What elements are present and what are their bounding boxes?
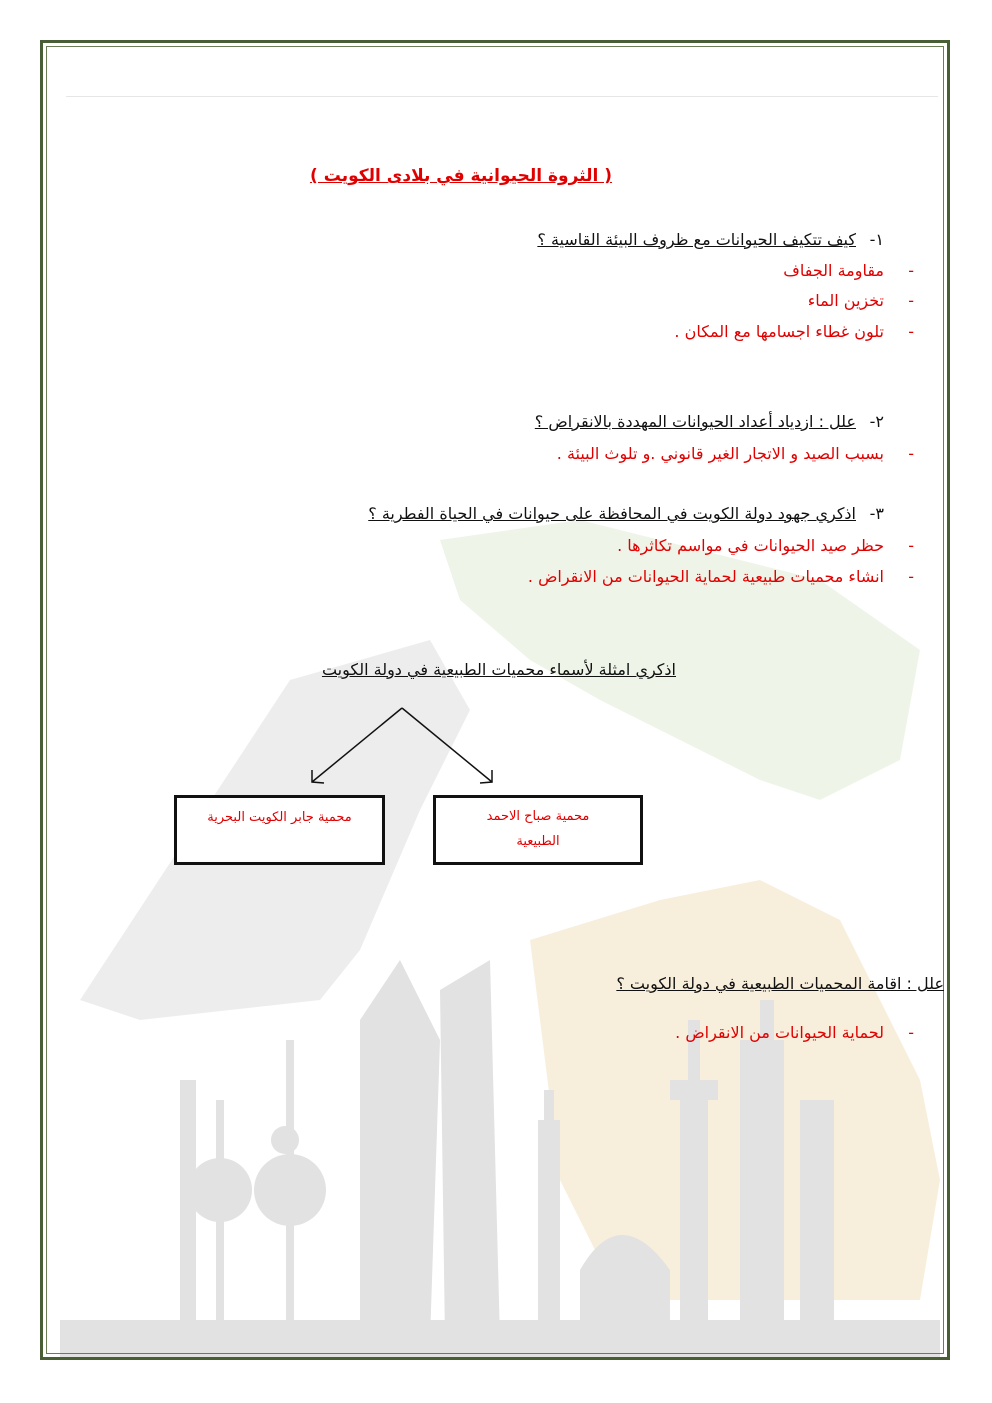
bullet-dash: - (908, 261, 914, 280)
page-title: ( الثروة الحيوانية في بلادى الكويت ) (310, 166, 612, 186)
question-text: علل : اقامة المحميات الطبيعية في دولة الكويت ؟ (616, 974, 944, 993)
bullet-dash: - (908, 1023, 914, 1042)
arrow-right (402, 708, 492, 782)
answer-text: تخزين الماء (807, 291, 884, 310)
arrow-left (312, 708, 402, 782)
question-number: ١- (869, 230, 884, 249)
answer-text: لحماية الحيوانات من الانقراض . (675, 1023, 884, 1042)
reserve-box-jaber (174, 795, 385, 865)
answer-item (674, 322, 914, 341)
question-text: اذكري جهود دولة الكويت في المحافظة على حيوانات في الحياة الفطرية ؟ (368, 504, 856, 523)
reserve-name: محمية جابر الكويت البحرية (207, 810, 352, 825)
bullet-dash: - (908, 444, 914, 463)
reserve-box-sabah (433, 795, 643, 865)
bullet-dash: - (908, 322, 914, 341)
bullet-dash: - (908, 291, 914, 310)
diagram-heading-text: اذكري امثلة لأسماء محميات الطبيعية في دولة الكويت (321, 660, 676, 679)
answer-item (617, 536, 914, 555)
question-2 (535, 412, 884, 431)
answer-text: بسبب الصيد و الاتجار الغير قانوني .و تلوث البيئة . (556, 444, 884, 463)
diagram-arrows (300, 706, 500, 788)
question-4 (616, 974, 944, 993)
answer-text: تلون غطاء اجسامها مع المكان . (674, 322, 884, 341)
answer-item (557, 444, 914, 463)
answer-text: حظر صيد الحيوانات في مواسم تكاثرها . (617, 536, 884, 555)
question-number: ٣- (869, 504, 884, 523)
answer-item (528, 567, 914, 586)
question-3 (368, 504, 884, 523)
reserve-name: محمية صباح الاحمد الطبيعية (486, 809, 590, 849)
question-text: كيف تتكيف الحيوانات مع ظروف البيئة القاسية ؟ (537, 230, 856, 249)
bullet-dash: - (908, 536, 914, 555)
answer-text: مقاومة الجفاف (783, 261, 884, 280)
header-divider (66, 96, 938, 97)
question-text: علل : ازدياد أعداد الحيوانات المهددة بالانقراض ؟ (534, 412, 856, 431)
question-number: ٢- (869, 412, 884, 431)
answer-item (808, 291, 914, 310)
diagram-heading (322, 660, 676, 679)
question-1 (537, 230, 884, 249)
answer-item (783, 261, 914, 280)
answer-item (675, 1023, 914, 1042)
answer-text: انشاء محميات طبيعية لحماية الحيوانات من الانقراض . (527, 567, 884, 586)
bullet-dash: - (908, 567, 914, 586)
